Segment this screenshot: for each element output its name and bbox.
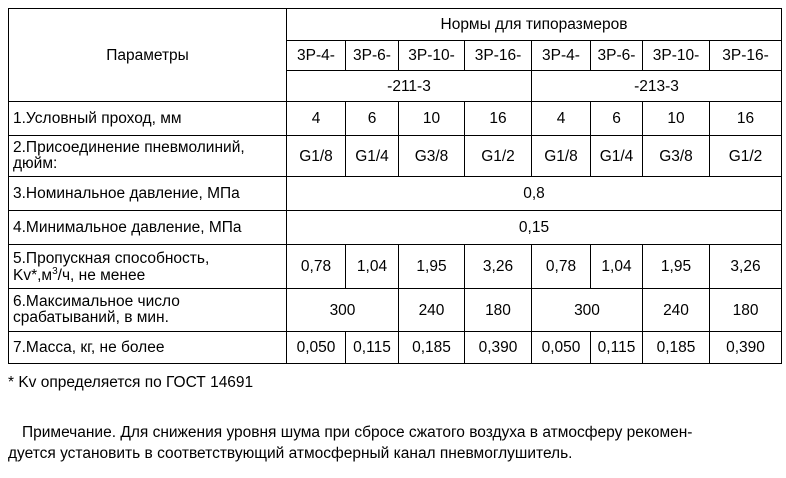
table-cell: G1/8: [287, 136, 346, 177]
table-cell: 300: [532, 289, 643, 332]
table-cell: 16: [710, 102, 782, 136]
table-cell: 3,26: [465, 245, 532, 289]
table-cell: 1,95: [643, 245, 710, 289]
table-cell: 0,115: [591, 332, 643, 364]
table-cell: 10: [399, 102, 465, 136]
footnote: * Kv определяется по ГОСТ 14691: [8, 374, 254, 391]
table-cell: 1,95: [399, 245, 465, 289]
row-label: 6.Максимальное число срабатываний, в мин.: [9, 289, 287, 332]
model-header: 3Р-4-: [287, 41, 346, 71]
table-cell: 4: [532, 102, 591, 136]
table-cell: 180: [710, 289, 782, 332]
row-label: [9, 245, 287, 289]
table-cell: G1/2: [710, 136, 782, 177]
model-header: 3Р-16-: [465, 41, 532, 71]
table-row: [9, 211, 782, 245]
table-cell: 0,390: [465, 332, 532, 364]
table-cell: 6: [346, 102, 399, 136]
model-header: 3Р-10-: [643, 41, 710, 71]
table-cell: G1/4: [346, 136, 399, 177]
group-suffix-213: -213-3: [532, 71, 782, 102]
note-line: Примечание. Для снижения уровня шума при сбросе сжатого воздуха в атмосферу рекомен-: [22, 424, 693, 441]
table-cell: G1/2: [465, 136, 532, 177]
table-cell: 0,390: [710, 332, 782, 364]
superscript: 3: [52, 265, 58, 277]
row-label: 7.Масса, кг, не более: [9, 332, 287, 364]
table-cell: 4: [287, 102, 346, 136]
table-row: [9, 136, 782, 177]
table-cell: 0,050: [287, 332, 346, 364]
table-cell: 10: [643, 102, 710, 136]
table-cell: G3/8: [643, 136, 710, 177]
table-row: [9, 332, 782, 364]
model-header: 3Р-16-: [710, 41, 782, 71]
row-label: 3.Номинальное давление, МПа: [9, 177, 287, 211]
table-cell: 1,04: [591, 245, 643, 289]
table-cell: 0,8: [287, 177, 782, 211]
note-paragraph: [8, 422, 780, 464]
specifications-table: [8, 8, 782, 364]
table-cell: 240: [399, 289, 465, 332]
table-cell: 0,185: [643, 332, 710, 364]
note-line: дуется установить в соответствующий атмосферный канал пневмоглушитель.: [8, 445, 573, 462]
table-row: [9, 289, 782, 332]
model-header: 3Р-6-: [346, 41, 399, 71]
table-cell: 0,15: [287, 211, 782, 245]
table-cell: 240: [643, 289, 710, 332]
table-cell: 16: [465, 102, 532, 136]
table-cell: 0,050: [532, 332, 591, 364]
norms-header: Нормы для типоразмеров: [287, 9, 782, 41]
table-row: [9, 245, 782, 289]
table-cell: G1/8: [532, 136, 591, 177]
row-label: 4.Минимальное давление, МПа: [9, 211, 287, 245]
table-cell: 0,185: [399, 332, 465, 364]
model-header: 3Р-4-: [532, 41, 591, 71]
table-cell: 3,26: [710, 245, 782, 289]
table-row: [9, 102, 782, 136]
row-label-line: 5.Пропускная способность,: [13, 249, 210, 267]
model-header: 3Р-10-: [399, 41, 465, 71]
params-header: Параметры: [9, 9, 287, 102]
row-label-line: Kv*,м: [13, 266, 53, 284]
table-cell: 300: [287, 289, 399, 332]
group-suffix-211: -211-3: [287, 71, 532, 102]
row-label: 1.Условный проход, мм: [9, 102, 287, 136]
model-header: 3Р-6-: [591, 41, 643, 71]
table-cell: G3/8: [399, 136, 465, 177]
table-cell: 1,04: [346, 245, 399, 289]
table-cell: 180: [465, 289, 532, 332]
table-cell: 0,78: [287, 245, 346, 289]
table-cell: 0,115: [346, 332, 399, 364]
table-cell: 0,78: [532, 245, 591, 289]
table-row: [9, 177, 782, 211]
table-cell: G1/4: [591, 136, 643, 177]
table-cell: 6: [591, 102, 643, 136]
row-label-line: /ч, не менее: [57, 266, 146, 284]
row-label: 2.Присоединение пневмолиний, дюйм:: [9, 136, 287, 177]
